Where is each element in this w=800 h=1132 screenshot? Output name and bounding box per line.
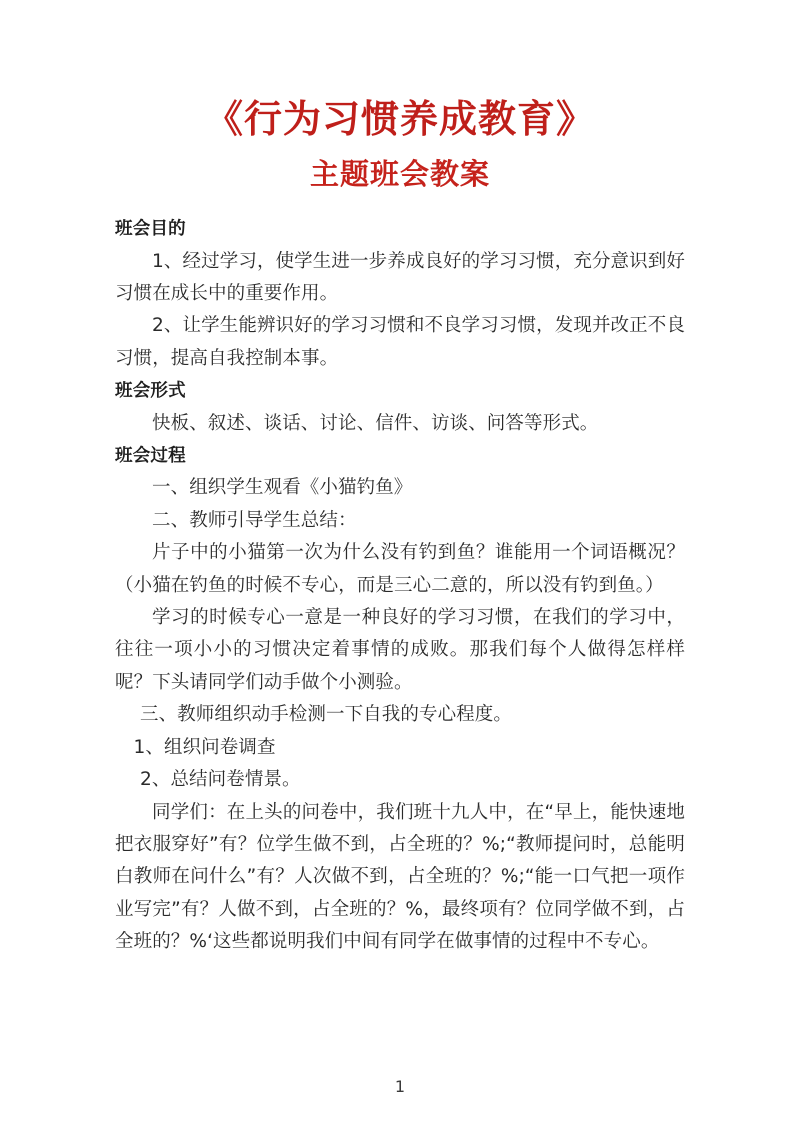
- page-title: 《行为习惯养成教育》: [204, 97, 595, 141]
- section-heading-process: 班会过程: [115, 446, 186, 467]
- paragraph-process-step-2: 二、教师引导学生总结：: [152, 509, 357, 531]
- document-body: [115, 193, 685, 958]
- paragraph-process-step-3: 三、教师组织动手检测一下自我的专心程度。: [139, 704, 512, 726]
- paragraph-process-item-1: 1、组织问卷调查: [133, 736, 276, 758]
- paragraph-survey-summary: 同学们：在上头的问卷中，我们班十九人中，在“早上，能快速地把衣服穿好”有？位学生做不到，占全班的？%;“教师提问时，总能明白教师在问什么”有？人次做不到，占全班的？%;“能一口气把一项作业写完”有？人做不到，占全班的？%，最终项有？位同学做不到，占全班的？%‘这些都说明我们中间有同学在做事情的过程中不专心。: [115, 801, 685, 953]
- paragraph-purpose-1: 1、经过学习，使学生进一步养成良好的学习习惯，充分意识到好习惯在成长中的重要作用。: [115, 250, 685, 304]
- paragraph-process-explanation: 学习的时候专心一意是一种良好的学习习惯，在我们的学习中，往往一项小小的习惯决定着事情的成败。那我们每个人做得怎样样呢？下头请同学们动手做个小测验。: [115, 607, 685, 693]
- section-heading-format: 班会形式: [115, 381, 186, 402]
- paragraph-process-item-2: 2、总结问卷情景。: [139, 769, 301, 791]
- page-number: 1: [394, 1077, 406, 1096]
- paragraph-process-step-1: 一、组织学生观看《小猫钓鱼》: [152, 477, 413, 499]
- page-subtitle: 主题班会教案: [309, 156, 490, 191]
- paragraph-process-question: 片子中的小猫第一次为什么没有钓到鱼？谁能用一个词语概况？（小猫在钓鱼的时候不专心，而是三心二意的，所以没有钓到鱼。）: [115, 542, 685, 596]
- paragraph-format-1: 快板、叙述、谈话、讨论、信件、访谈、问答等形式。: [152, 412, 599, 434]
- title-block: [0, 0, 800, 193]
- paragraph-purpose-2: 2、让学生能辨识好的学习习惯和不良学习习惯，发现并改正不良习惯，提高自我控制本事。: [115, 315, 685, 369]
- section-heading-purpose: 班会目的: [115, 219, 186, 240]
